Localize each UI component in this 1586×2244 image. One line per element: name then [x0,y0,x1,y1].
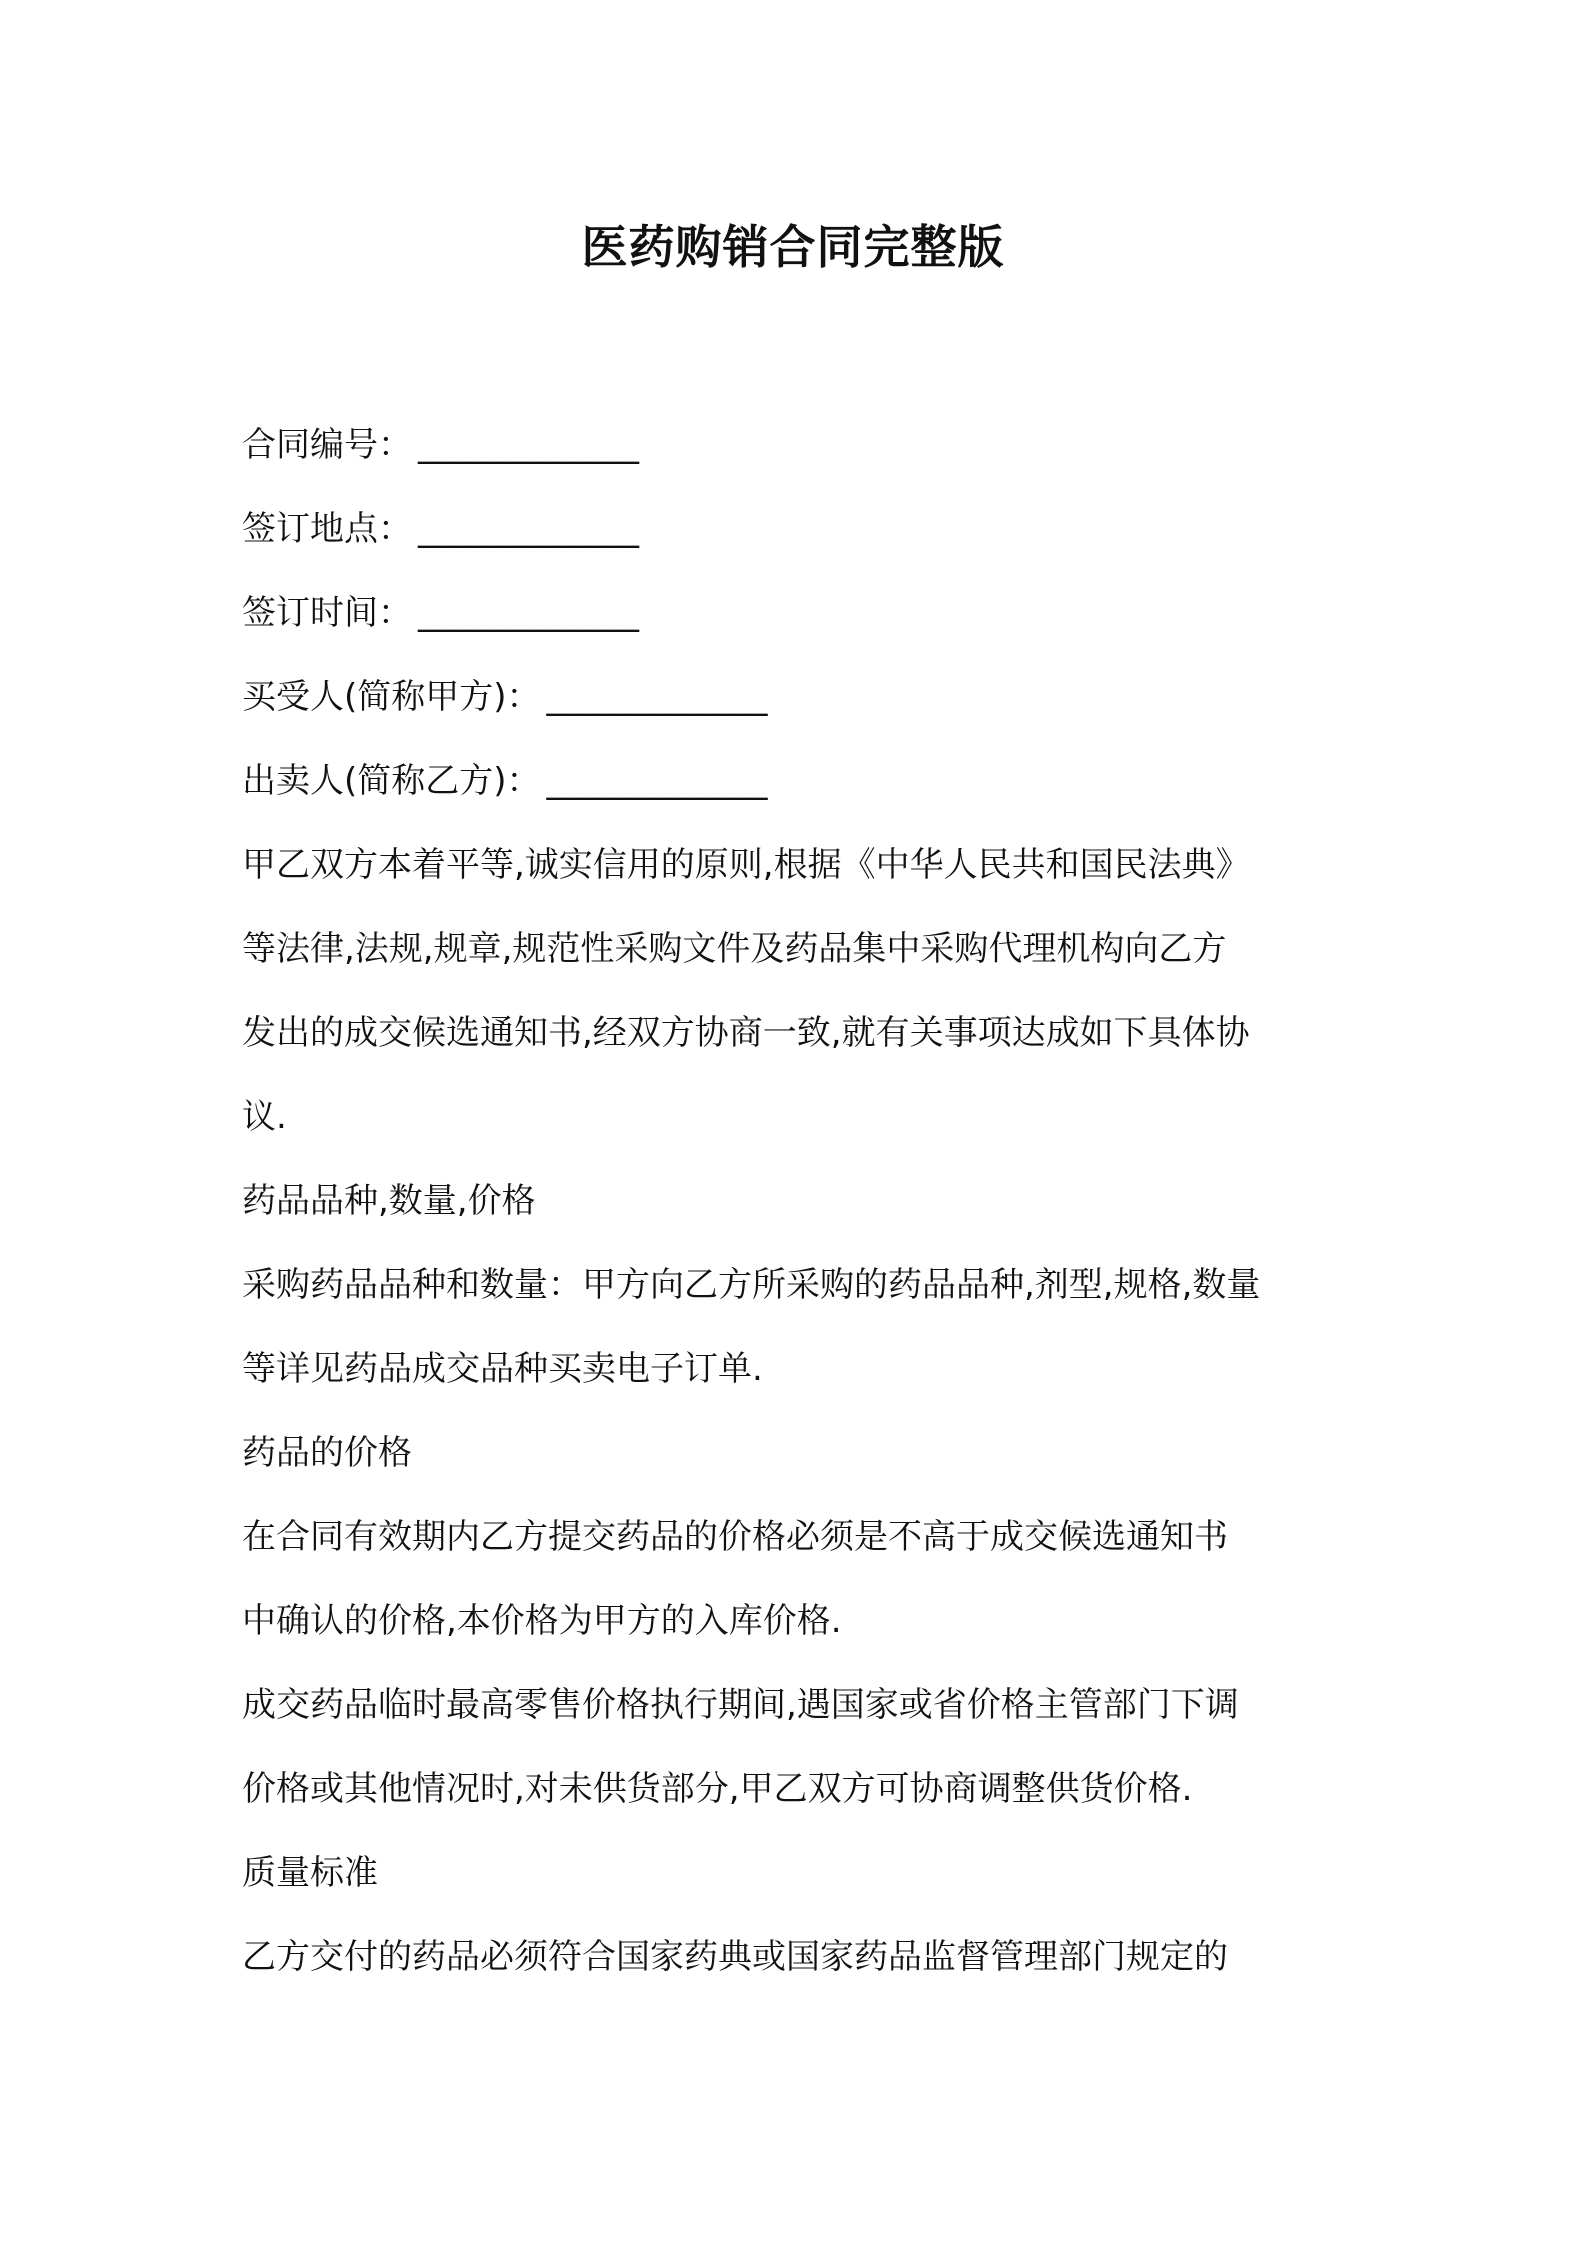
section-heading: 药品品种,数量,价格 [242,1181,536,1221]
body-line: 乙方交付的药品必须符合国家药典或国家药品监督管理部门规定的 [242,1937,1228,1977]
body-line: 价格或其他情况时,对未供货部分,甲乙双方可协商调整供货价格. [242,1769,1193,1809]
field-blank: _____________ [418,593,639,633]
field-label: 合同编号： [242,425,412,465]
field-seller [242,739,1357,823]
body-line: 议. [242,1097,287,1137]
body-line: 发出的成交候选通知书,经双方协商一致,就有关事项达成如下具体协 [242,1013,1250,1053]
field-blank: _____________ [546,761,768,801]
field-label: 买受人(简称甲方)： [242,677,541,717]
document-title: 医药购销合同完整版 [581,220,1005,274]
body-line: 采购药品品种和数量：甲方向乙方所采购的药品品种,剂型,规格,数量 [242,1265,1261,1305]
section-heading: 质量标准 [242,1853,378,1893]
field-blank: _____________ [418,425,639,465]
field-blank: _____________ [546,677,768,717]
document-body [242,403,1357,1999]
body-line: 等法律,法规,规章,规范性采购文件及药品集中采购代理机构向乙方 [242,929,1227,969]
field-label: 出卖人(简称乙方)： [242,761,541,801]
body-line: 成交药品临时最高零售价格执行期间,遇国家或省价格主管部门下调 [242,1685,1239,1725]
field-label: 签订时间： [242,593,412,633]
field-signing-place [242,487,1357,571]
field-contract-number [242,403,1357,487]
body-line: 甲乙双方本着平等,诚实信用的原则,根据《中华人民共和国民法典》 [242,845,1250,885]
field-signing-time [242,571,1357,655]
field-blank: _____________ [418,509,639,549]
body-line: 等详见药品成交品种买卖电子订单. [242,1349,763,1389]
body-line: 在合同有效期内乙方提交药品的价格必须是不高于成交候选通知书 [242,1517,1228,1557]
field-label: 签订地点： [242,509,412,549]
body-line: 中确认的价格,本价格为甲方的入库价格. [242,1601,842,1641]
section-heading: 药品的价格 [242,1433,412,1473]
field-buyer [242,655,1357,739]
